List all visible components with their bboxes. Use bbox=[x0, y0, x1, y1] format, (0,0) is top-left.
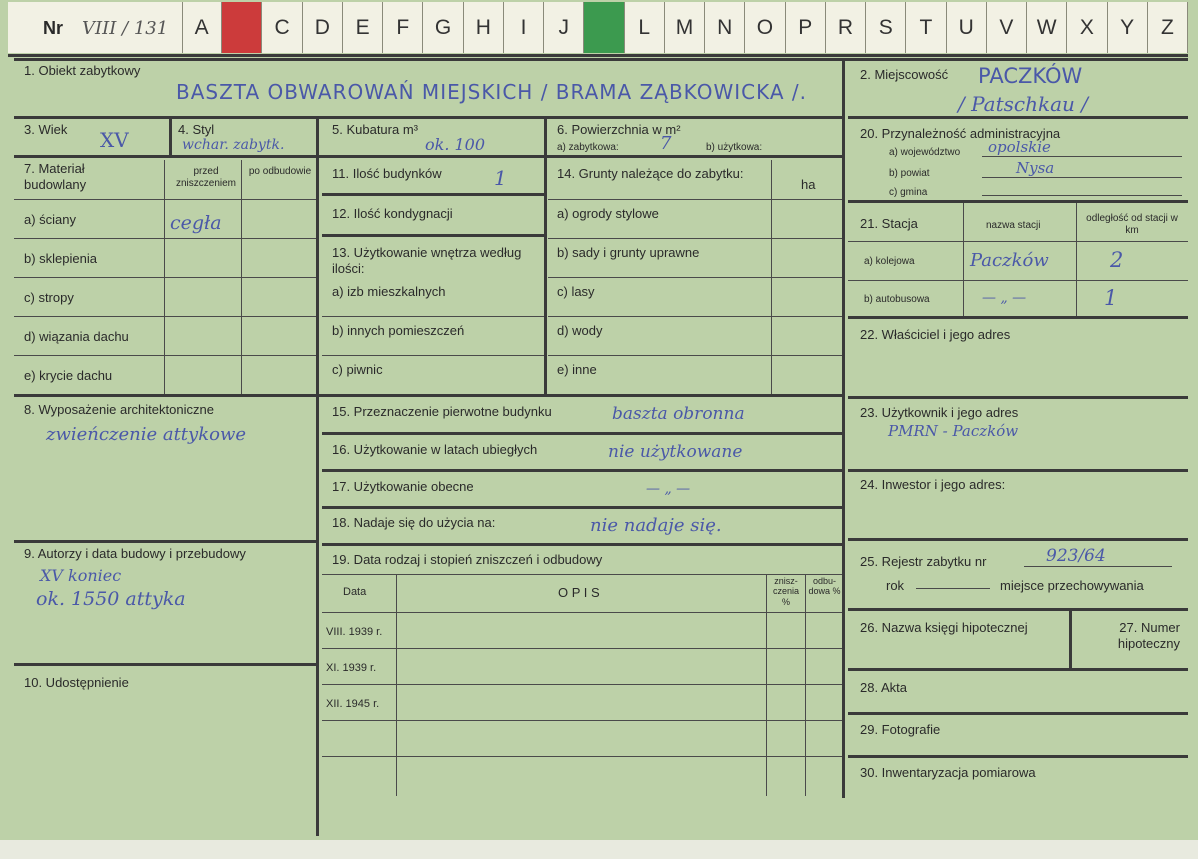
grid-line bbox=[322, 684, 842, 685]
field-21-row-b-name: — „ — bbox=[982, 290, 1027, 306]
column-divider bbox=[842, 58, 845, 798]
field-17-label: 17. Użytkowanie obecne bbox=[332, 479, 474, 494]
field-14-row-c: c) lasy bbox=[557, 284, 595, 299]
field-1-value: BASZTA OBWAROWAŃ MIEJSKICH / BRAMA ZĄBKOWICKA /. bbox=[176, 80, 807, 104]
index-letter: Z bbox=[1160, 16, 1174, 39]
index-letter-cell bbox=[1148, 2, 1188, 53]
grid-line bbox=[982, 195, 1182, 196]
field-20-label: 20. Przynależność administracyjna bbox=[860, 126, 1061, 141]
card-number-value: VIII / 131 bbox=[82, 18, 169, 39]
rule bbox=[848, 469, 1188, 472]
grid-line bbox=[14, 199, 316, 200]
column-divider bbox=[544, 116, 547, 396]
grid-line bbox=[916, 588, 990, 589]
field-19-label: 19. Data rodzaj i stopień zniszczeń i odbudowy bbox=[332, 552, 603, 567]
index-letter-cell bbox=[464, 2, 504, 53]
rule bbox=[14, 116, 842, 119]
field-21-label: 21. Stacja bbox=[860, 216, 918, 231]
field-20-woj-value: opolskie bbox=[988, 138, 1051, 156]
field-25-value: 923/64 bbox=[1046, 546, 1106, 566]
field-21-row-b-dist: 1 bbox=[1104, 286, 1118, 310]
index-letter-cell bbox=[625, 2, 665, 53]
color-tab-marker bbox=[222, 2, 262, 53]
grid-line bbox=[963, 203, 964, 316]
field-9-value-2: ok. 1550 attyka bbox=[36, 588, 186, 610]
field-25-miejsce-label: miejsce przechowywania bbox=[1000, 578, 1144, 593]
field-13-row-b: b) innych pomieszczeń bbox=[332, 323, 465, 338]
field-19-date-3: XII. 1945 r. bbox=[326, 698, 380, 710]
card-number-box bbox=[8, 2, 183, 53]
card-number-label: Nr bbox=[43, 18, 64, 38]
field-13-row-a: a) izb mieszkalnych bbox=[332, 284, 446, 299]
field-4-value: wchar. zabytk. bbox=[182, 137, 285, 153]
field-20-pow-value: Nysa bbox=[1016, 159, 1055, 177]
index-letter-cell bbox=[826, 2, 866, 53]
field-7-row-b: b) sklepienia bbox=[24, 251, 97, 266]
field-16-label: 16. Użytkowanie w latach ubiegłych bbox=[332, 442, 538, 457]
field-9-value-1: XV koniec bbox=[40, 566, 122, 585]
index-letter-cell bbox=[343, 2, 383, 53]
field-23-value: PMRN - Paczków bbox=[888, 422, 1019, 440]
index-letter-cell bbox=[1067, 2, 1107, 53]
field-14-row-a: a) ogrody stylowe bbox=[557, 206, 659, 221]
column-divider bbox=[169, 116, 172, 156]
field-21-row-a-name: Paczków bbox=[970, 250, 1049, 271]
index-letter: G bbox=[434, 16, 452, 39]
index-letter-cell bbox=[665, 2, 705, 53]
index-letter-cell bbox=[303, 2, 343, 53]
index-letter: X bbox=[1079, 16, 1094, 39]
grid-line bbox=[322, 316, 544, 317]
field-8-value: zwieńczenie attykowe bbox=[46, 424, 247, 445]
field-24-label: 24. Inwestor i jego adres: bbox=[860, 477, 1006, 492]
grid-line bbox=[548, 316, 842, 317]
field-25-label: 25. Rejestr zabytku nr bbox=[860, 554, 987, 569]
field-20-gm-label: c) gmina bbox=[889, 187, 928, 198]
grid-line bbox=[396, 574, 397, 796]
index-letter-cell bbox=[786, 2, 826, 53]
index-letter-cell bbox=[182, 2, 222, 53]
field-18-label: 18. Nadaje się do użycia na: bbox=[332, 515, 496, 530]
rule bbox=[848, 316, 1188, 319]
field-11-label: 11. Ilość budynków bbox=[332, 166, 442, 181]
rule bbox=[848, 755, 1188, 758]
field-28-label: 28. Akta bbox=[860, 680, 907, 695]
index-letter-cell bbox=[906, 2, 946, 53]
field-19-col-zniszczenia: znisz-czenia % bbox=[772, 576, 799, 607]
grid-line bbox=[1024, 566, 1172, 567]
index-letter-cell bbox=[947, 2, 987, 53]
index-letter: D bbox=[314, 16, 330, 39]
field-21-col-name: nazwa stacji bbox=[986, 220, 1041, 231]
header-rule bbox=[8, 54, 1188, 57]
index-letter: C bbox=[274, 16, 290, 39]
field-7-sciany-value: cegła bbox=[170, 212, 222, 234]
field-14-label: 14. Grunty należące do zabytku: bbox=[557, 166, 744, 181]
field-19-col-opis: O P I S bbox=[558, 585, 600, 600]
index-letter: O bbox=[756, 16, 774, 39]
grid-line bbox=[548, 355, 842, 356]
grid-line bbox=[982, 177, 1182, 178]
rule bbox=[14, 155, 842, 158]
grid-line bbox=[848, 241, 1188, 242]
field-1-label: 1. Obiekt zabytkowy bbox=[24, 63, 141, 78]
field-14-unit: ha bbox=[801, 177, 816, 192]
index-letter: F bbox=[396, 16, 410, 39]
grid-line bbox=[14, 355, 316, 356]
field-7-row-e: e) krycie dachu bbox=[24, 368, 113, 383]
field-29-label: 29. Fotografie bbox=[860, 722, 941, 737]
field-17-value: — „ — bbox=[646, 481, 691, 497]
grid-line bbox=[322, 612, 842, 613]
grid-line bbox=[14, 277, 316, 278]
grid-line bbox=[14, 316, 316, 317]
index-letter: M bbox=[675, 16, 694, 39]
field-6-label: 6. Powierzchnia w m² bbox=[557, 122, 681, 137]
field-4-label: 4. Styl bbox=[178, 122, 215, 137]
rule bbox=[848, 712, 1188, 715]
field-19-col-odbudowa: odbu-dowa % bbox=[808, 576, 841, 597]
column-divider bbox=[1069, 608, 1072, 670]
field-7-row-c: c) stropy bbox=[24, 290, 74, 305]
grid-line bbox=[322, 574, 842, 575]
rule bbox=[322, 469, 842, 472]
rule bbox=[848, 396, 1188, 399]
rule bbox=[322, 234, 544, 237]
field-30-label: 30. Inwentaryzacja pomiarowa bbox=[860, 765, 1036, 780]
field-21-row-a-label: a) kolejowa bbox=[864, 256, 915, 267]
field-6-sub-b: b) użytkowa: bbox=[706, 142, 763, 153]
field-7-row-a: a) ściany bbox=[24, 212, 77, 227]
index-letter: J bbox=[558, 16, 570, 39]
grid-line bbox=[14, 238, 316, 239]
field-7-col-po: po odbudowie bbox=[248, 166, 312, 177]
field-12-label: 12. Ilość kondygnacji bbox=[332, 206, 453, 221]
field-2-label: 2. Miejscowość bbox=[860, 67, 949, 82]
field-15-label: 15. Przeznaczenie pierwotne budynku bbox=[332, 404, 552, 419]
grid-line bbox=[982, 156, 1182, 157]
field-20-woj-label: a) województwo bbox=[889, 147, 961, 158]
index-letter-cell bbox=[866, 2, 906, 53]
index-letter: N bbox=[717, 16, 733, 39]
field-2-value: PACZKÓW bbox=[978, 64, 1083, 88]
field-22-label: 22. Właściciel i jego adres bbox=[860, 327, 1011, 342]
field-19-col-data: Data bbox=[343, 586, 367, 598]
index-letter: W bbox=[1036, 16, 1057, 39]
grid-line bbox=[322, 355, 544, 356]
field-13-row-c: c) piwnic bbox=[332, 362, 383, 377]
grid-line bbox=[322, 720, 842, 721]
field-7-col-przed: przed zniszczeniem bbox=[175, 166, 237, 189]
field-26-label: 26. Nazwa księgi hipotecznej bbox=[860, 620, 1028, 635]
field-6-value-a: 7 bbox=[660, 133, 672, 154]
rule bbox=[322, 506, 842, 509]
field-16-value: nie użytkowane bbox=[608, 442, 743, 462]
index-letter: T bbox=[919, 16, 933, 39]
field-6-sub-a: a) zabytkowa: bbox=[557, 142, 619, 153]
field-20-pow-label: b) powiat bbox=[889, 168, 930, 179]
index-letter: P bbox=[798, 16, 813, 39]
rule bbox=[848, 608, 1188, 611]
rule bbox=[14, 540, 316, 543]
index-letter: Y bbox=[1120, 16, 1135, 39]
field-11-value: 1 bbox=[494, 166, 507, 190]
index-letter-cell bbox=[544, 2, 584, 53]
field-5-value: ok. 100 bbox=[425, 135, 486, 154]
field-21-col-dist: odległość od stacji w km bbox=[1086, 213, 1178, 236]
field-21-row-a-dist: 2 bbox=[1110, 248, 1124, 272]
field-23-label: 23. Użytkownik i jego adres bbox=[860, 405, 1019, 420]
card-bottom-margin bbox=[0, 840, 1198, 859]
index-letter-cell bbox=[1108, 2, 1148, 53]
field-14-row-e: e) inne bbox=[557, 362, 597, 377]
index-letter: R bbox=[837, 16, 854, 39]
rule bbox=[848, 200, 1188, 203]
index-letter-cell bbox=[987, 2, 1027, 53]
rule bbox=[848, 116, 1188, 119]
index-letter-cell bbox=[705, 2, 745, 53]
field-14-row-b: b) sady i grunty uprawne bbox=[557, 245, 700, 260]
rule bbox=[14, 394, 842, 397]
field-9-label: 9. Autorzy i data budowy i przebudowy bbox=[24, 546, 246, 561]
grid-line bbox=[766, 574, 767, 796]
index-letter: V bbox=[999, 16, 1014, 39]
field-15-value: baszta obronna bbox=[612, 404, 745, 424]
field-14-row-d: d) wody bbox=[557, 323, 603, 338]
field-21-row-b-label: b) autobusowa bbox=[864, 294, 930, 305]
field-2-value-2: / Patschkau / bbox=[958, 92, 1088, 116]
index-letter-cell bbox=[262, 2, 302, 53]
field-27-label: 27. Numer hipoteczny bbox=[1117, 620, 1180, 651]
rule bbox=[322, 543, 842, 546]
index-letter-cell bbox=[745, 2, 785, 53]
field-19-date-1: VIII. 1939 r. bbox=[326, 626, 383, 638]
grid-line bbox=[548, 277, 842, 278]
field-10-label: 10. Udostępnienie bbox=[24, 675, 129, 690]
field-18-value: nie nadaje się. bbox=[590, 515, 722, 536]
grid-line bbox=[322, 756, 842, 757]
field-5-label: 5. Kubatura m³ bbox=[332, 122, 418, 137]
rule bbox=[14, 663, 316, 666]
index-letter: A bbox=[194, 16, 209, 39]
index-letter: E bbox=[355, 16, 370, 39]
field-7-row-d: d) wiązania dachu bbox=[24, 329, 129, 344]
field-25-rok-label: rok bbox=[886, 578, 905, 593]
rule bbox=[322, 432, 842, 435]
grid-line bbox=[548, 238, 842, 239]
index-letter-cell bbox=[504, 2, 544, 53]
color-tab-marker bbox=[584, 2, 624, 53]
index-letter: L bbox=[638, 16, 651, 39]
field-13-label: 13. Użytkowanie wnętrza według ilości: bbox=[332, 245, 522, 276]
rule bbox=[848, 668, 1188, 671]
index-letter: U bbox=[958, 16, 974, 39]
column-divider bbox=[316, 116, 319, 836]
index-letter-cell bbox=[383, 2, 423, 53]
field-8-label: 8. Wyposażenie architektoniczne bbox=[24, 402, 214, 417]
index-letter: S bbox=[878, 16, 893, 39]
field-7-label: 7. Materiał budowlany bbox=[24, 161, 87, 192]
top-rule bbox=[14, 58, 1188, 61]
field-3-value: XV bbox=[100, 128, 129, 152]
index-letter-cell bbox=[423, 2, 463, 53]
grid-line bbox=[805, 574, 806, 796]
rule bbox=[848, 538, 1188, 541]
field-3-label: 3. Wiek bbox=[24, 122, 68, 137]
grid-line bbox=[322, 648, 842, 649]
rule bbox=[322, 193, 544, 196]
grid-line bbox=[548, 199, 842, 200]
index-letter-cell bbox=[1027, 2, 1067, 53]
index-letter: I bbox=[520, 16, 527, 39]
field-19-date-2: XI. 1939 r. bbox=[326, 662, 377, 674]
grid-line bbox=[1076, 203, 1077, 316]
grid-line bbox=[848, 280, 1188, 281]
index-letter: H bbox=[475, 16, 491, 39]
